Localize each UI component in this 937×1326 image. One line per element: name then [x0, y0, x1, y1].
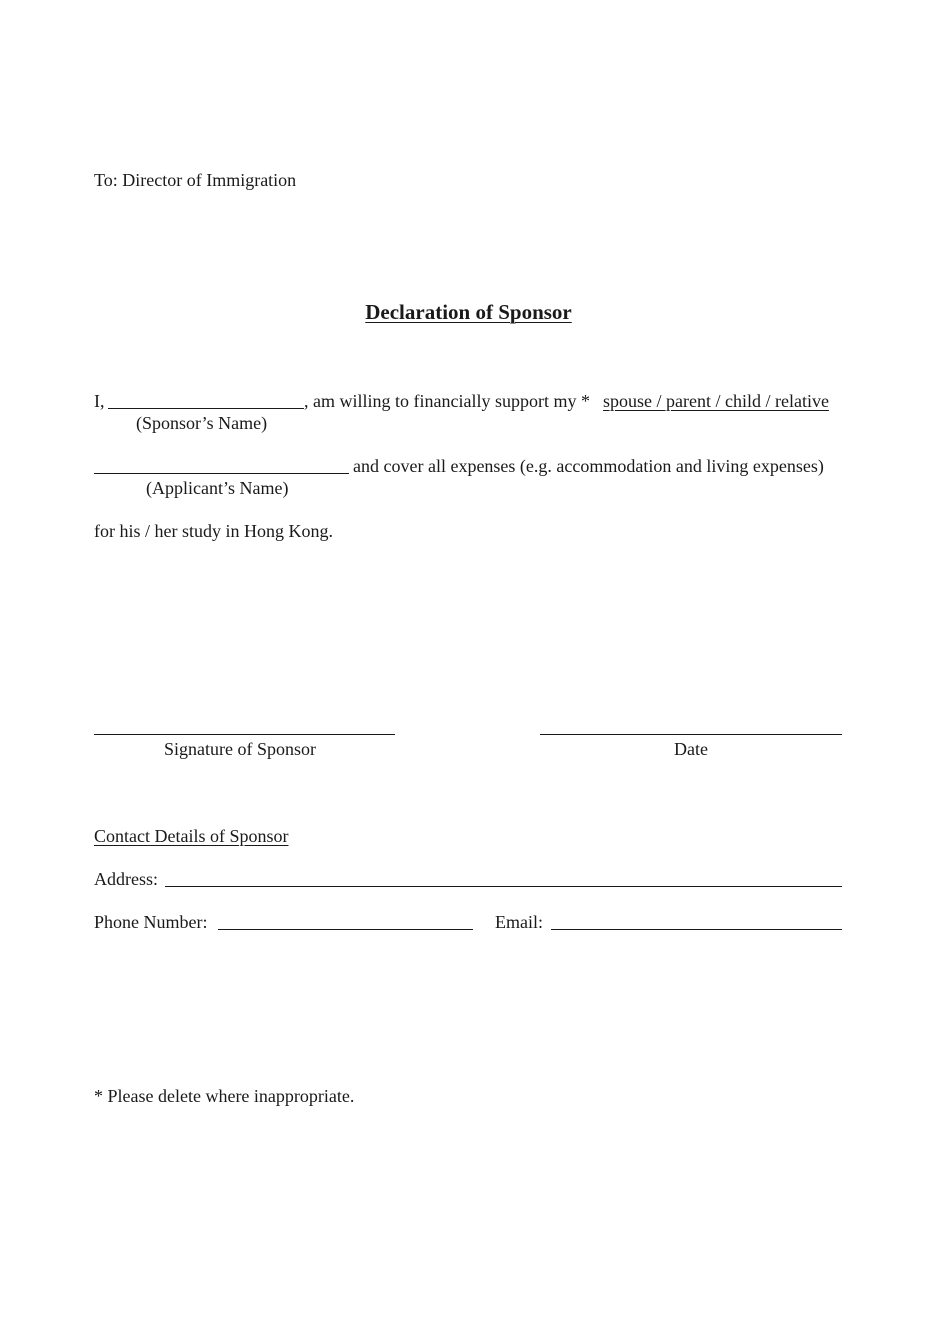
email-label: Email: [495, 912, 543, 932]
recipient-line: To: Director of Immigration [94, 170, 297, 190]
applicant-name-label: (Applicant’s Name) [146, 478, 289, 498]
declaration-study-text: for his / her study in Hong Kong. [94, 521, 333, 541]
declaration-expenses-text: and cover all expenses (e.g. accommodation and living expenses) [353, 456, 824, 476]
applicant-name-field[interactable] [94, 473, 349, 474]
address-field[interactable] [165, 886, 842, 887]
date-field[interactable] [540, 734, 842, 735]
declaration-i-prefix: I, [94, 391, 105, 411]
signature-field[interactable] [94, 734, 395, 735]
phone-field[interactable] [218, 929, 473, 930]
address-label: Address: [94, 869, 158, 889]
signature-label: Signature of Sponsor [164, 739, 316, 759]
contact-heading: Contact Details of Sponsor [94, 826, 289, 846]
phone-label: Phone Number: [94, 912, 208, 932]
sponsor-name-label: (Sponsor’s Name) [136, 413, 268, 433]
declaration-willing-text: , am willing to financially support my * [304, 391, 590, 411]
footnote: * Please delete where inappropriate. [94, 1086, 355, 1106]
sponsor-name-field[interactable] [108, 408, 304, 409]
relationship-options: spouse / parent / child / relative [603, 391, 829, 411]
page-title: Declaration of Sponsor [365, 300, 572, 324]
email-field[interactable] [551, 929, 842, 930]
date-label: Date [674, 739, 708, 759]
